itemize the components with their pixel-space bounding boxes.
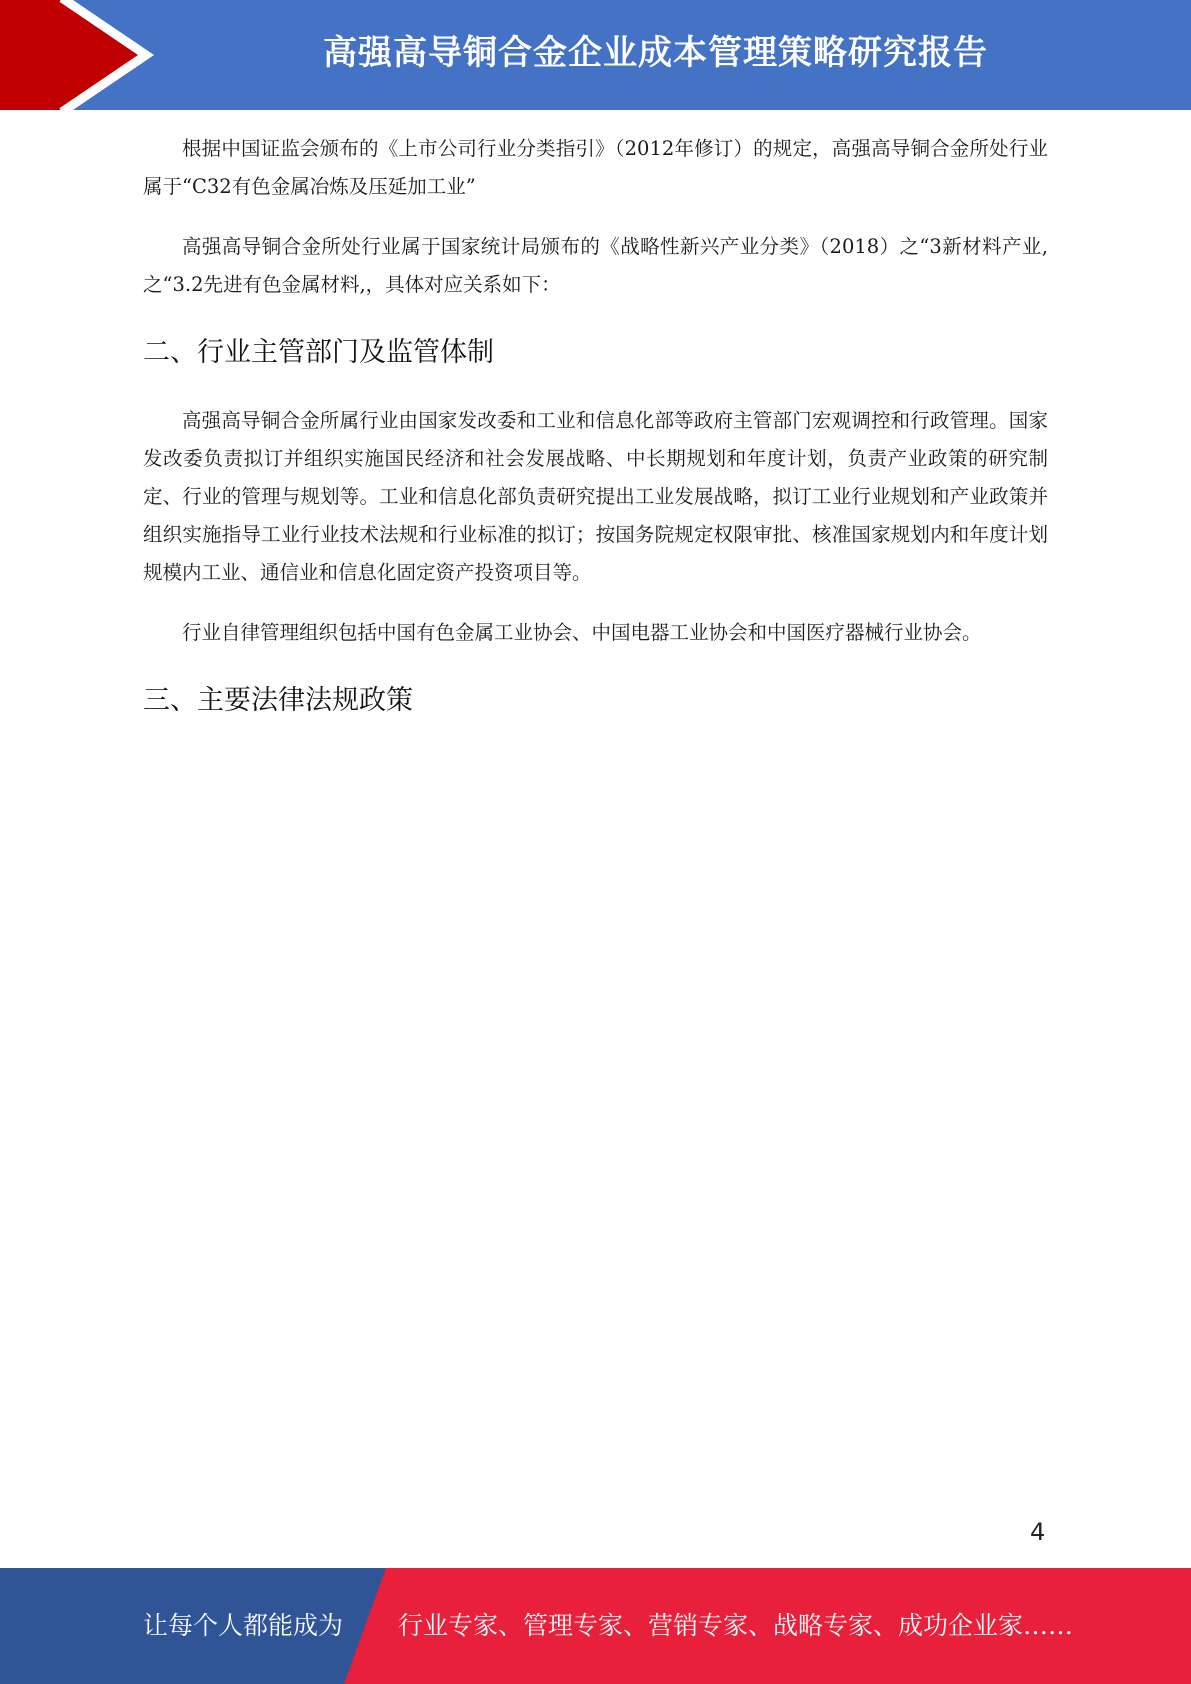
paragraph-regulators: 高强高导铜合金所属行业由国家发改委和工业和信息化部等政府主管部门宏观调控和行政管理。国家发改委负责拟订并组织实施国民经济和社会发展战略、中长期规划和年度计划，负责产业政策的研究制定、行业的管理与规划等。工业和信息化部负责研究提出工业发展战略，拟订工业行业规划和产业政策并组织实施指导工业行业技术法规和行业标准的拟订；按国务院规定权限审批、核准国家规划内和年度计划规模内工业、通信业和信息化固定资产投资项目等。 xyxy=(143,409,1048,584)
footer-slogan-right: 行业专家、管理专家、营销专家、战略专家、成功企业家…… xyxy=(398,1611,1074,1640)
section-heading-regulation: 二、行业主管部门及监管体制 xyxy=(143,337,494,368)
section-heading-laws: 三、主要法律法规政策 xyxy=(143,685,413,716)
paragraph-strategic-industry: 高强高导铜合金所处行业属于国家统计局颁布的《战略性新兴产业分类》（2018）之“3新材料产业,之“3.2先进有色金属材料,，具体对应关系如下： xyxy=(143,235,1048,296)
paragraph-industry-classification: 根据中国证监会颁布的《上市公司行业分类指引》（2012年修订）的规定，高强高导铜合金所处行业属于“C32有色金属冶炼及压延加工业” xyxy=(143,137,1048,198)
report-title: 高强高导铜合金企业成本管理策略研究报告 xyxy=(323,33,988,73)
report-header xyxy=(0,0,1191,110)
paragraph-self-regulatory-orgs: 行业自律管理组织包括中国有色金属工业协会、中国电器工业协会和中国医疗器械行业协会。 xyxy=(182,621,982,644)
document-body xyxy=(143,130,1048,750)
footer-slogan-left: 让每个人都能成为 xyxy=(143,1611,344,1640)
report-footer xyxy=(0,1568,1191,1684)
red-chevron-decoration xyxy=(0,0,160,110)
page-number: 4 xyxy=(1030,1518,1046,1546)
